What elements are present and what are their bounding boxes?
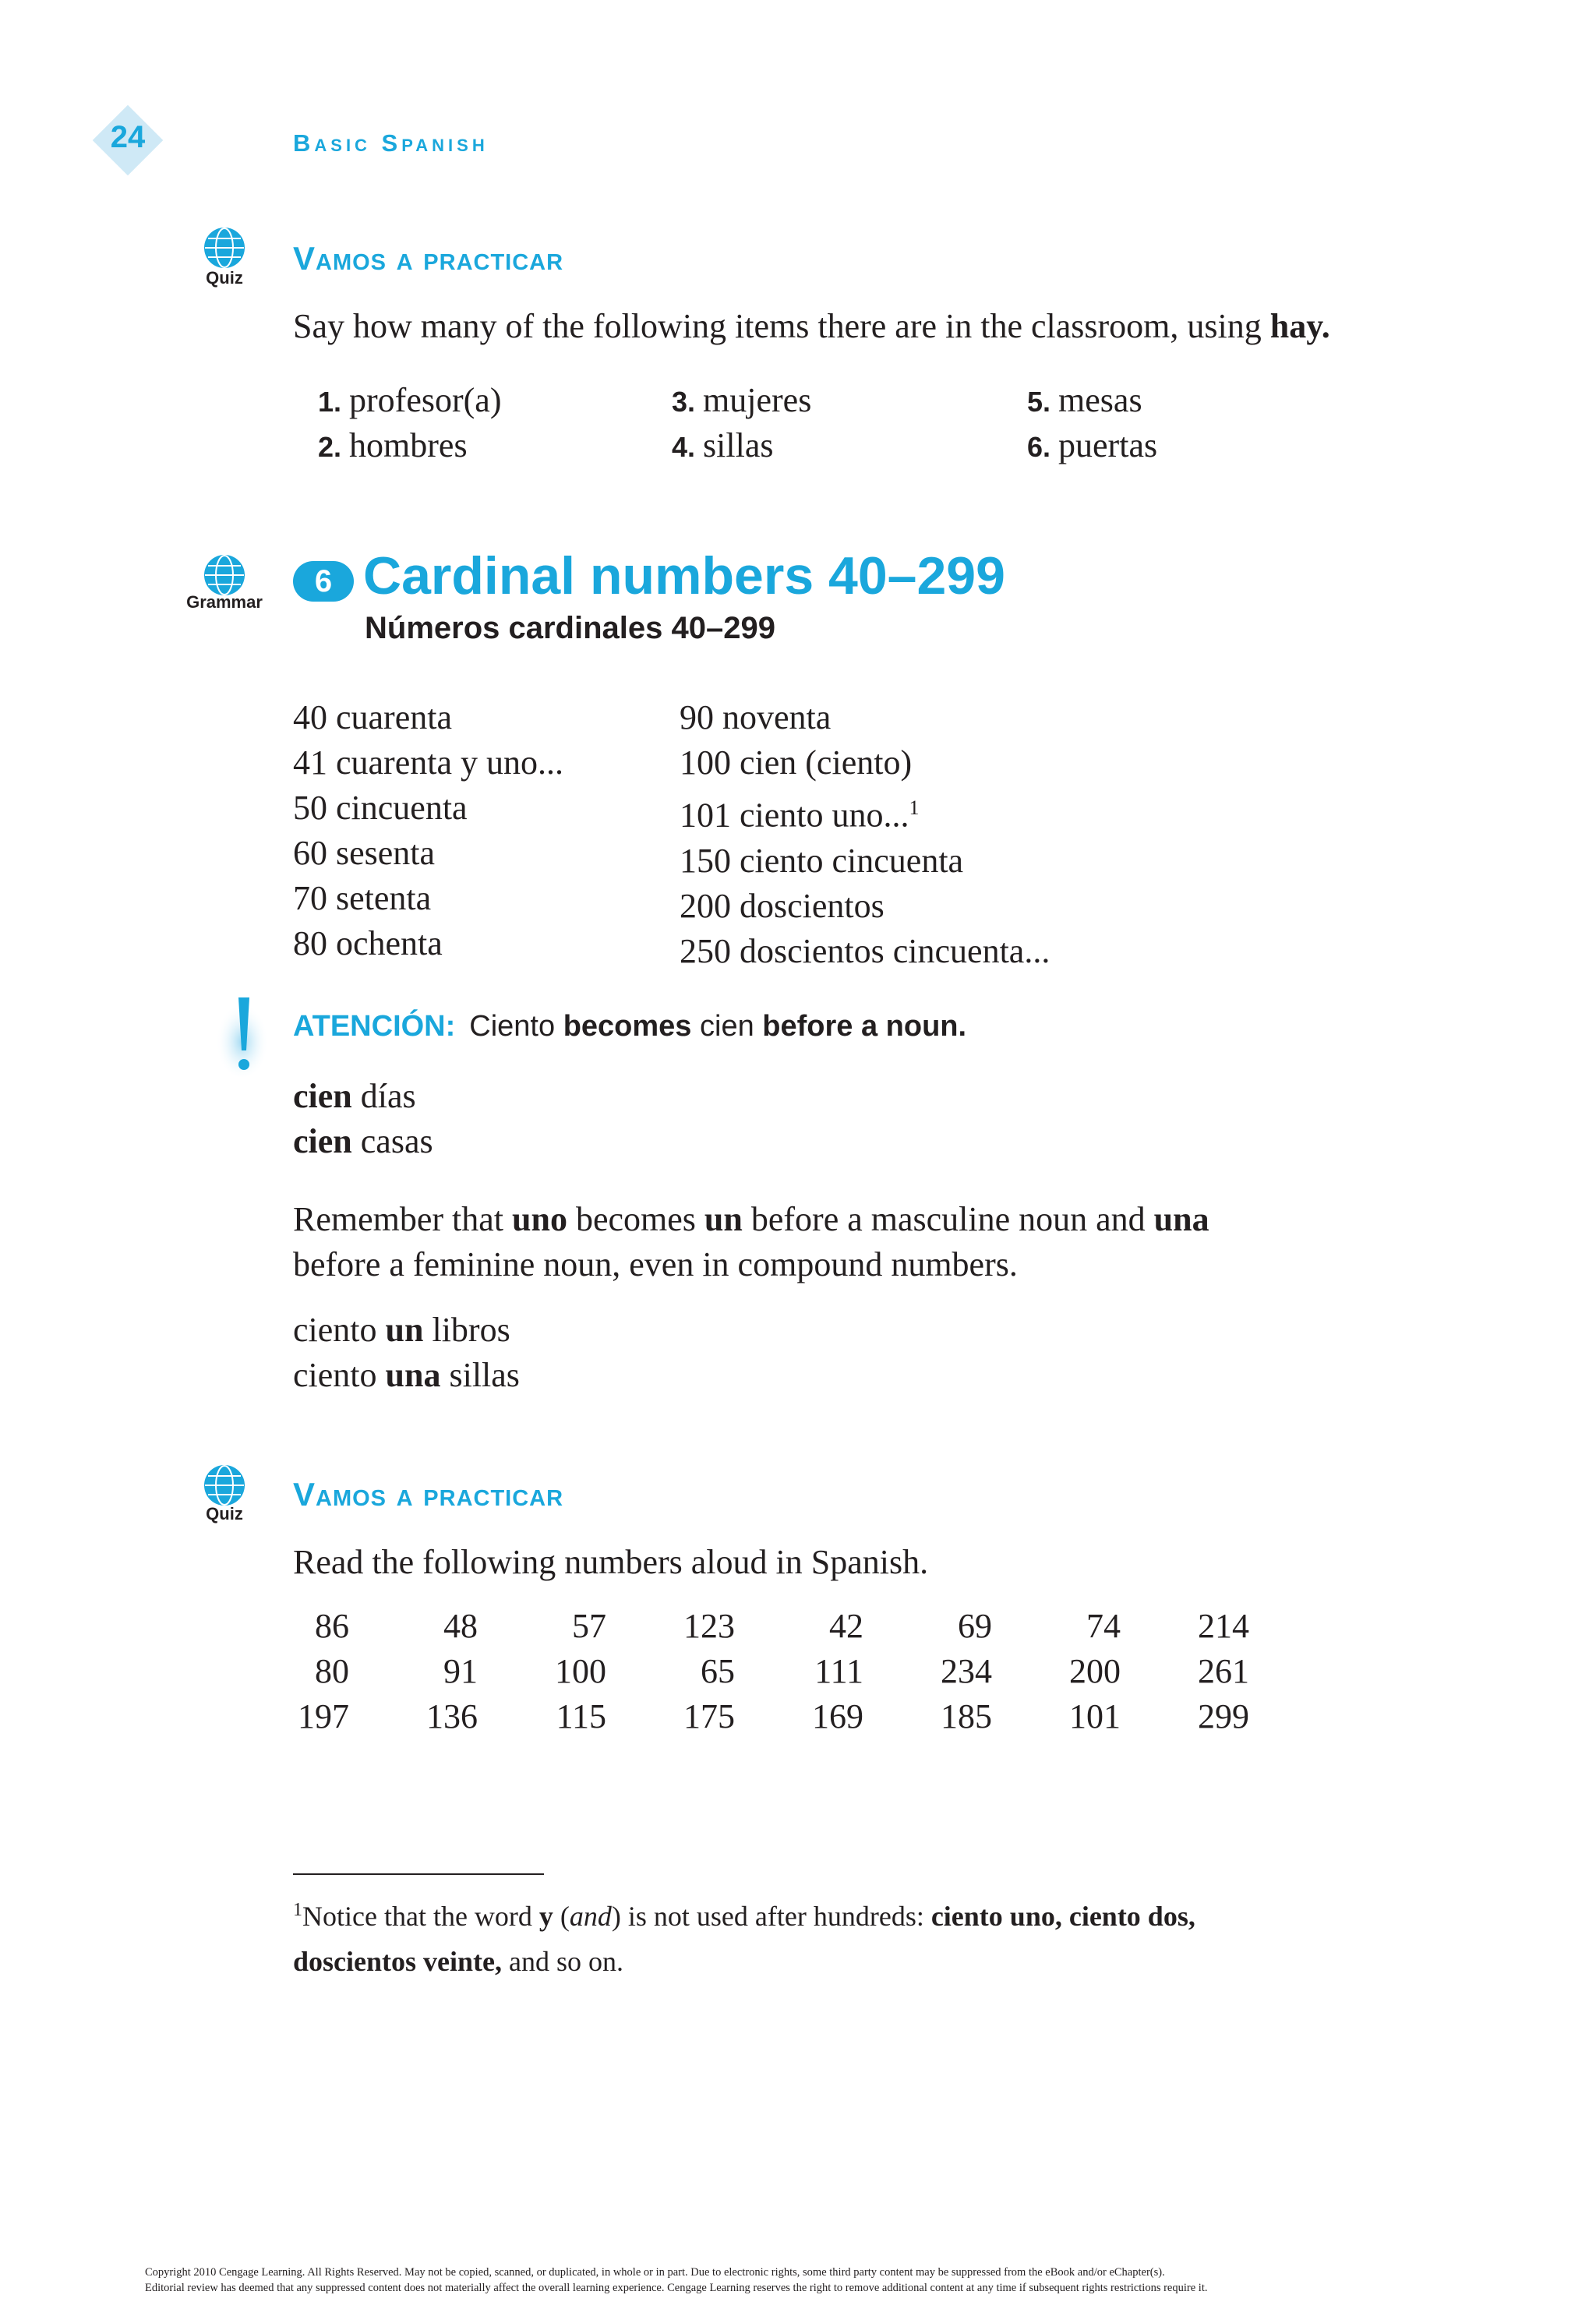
item-number: 2.: [318, 431, 342, 463]
section-heading-quiz-1: Vamos a practicar: [293, 240, 564, 277]
exclamation-icon: [215, 991, 270, 1079]
footnote-bold: doscientos veinte,: [293, 1946, 502, 1977]
grammar-icon-label: Grammar: [186, 592, 263, 612]
number-entry: 40 cuarenta: [293, 698, 452, 736]
example-line: [293, 1074, 433, 1119]
grammar-link[interactable]: [204, 555, 245, 595]
item-text: mesas: [1058, 381, 1142, 419]
example-line: [293, 1308, 520, 1353]
paragraph-line: [293, 1197, 1384, 1242]
numbers-right-column: [680, 695, 1050, 974]
example-bold: cien: [293, 1122, 352, 1160]
globe-icon: [204, 555, 245, 595]
item-number: 1.: [318, 386, 342, 418]
footnote-bold: ciento uno, ciento dos,: [930, 1901, 1195, 1932]
quiz-1-instruction: [293, 304, 1330, 349]
example-text: ciento: [293, 1311, 386, 1349]
example-bold: un: [385, 1311, 424, 1349]
number-entry: 200 doscientos: [680, 886, 885, 925]
grid-row: [293, 1649, 1322, 1694]
grid-cell: 65: [701, 1652, 735, 1690]
number-entry: 90 noventa: [680, 698, 832, 736]
grammar-title: Cardinal numbers 40–299: [363, 546, 1005, 605]
copyright-line: Copyright 2010 Cengage Learning. All Rights Reserved. May not be copied, scanned, or duplicated, in whole or in part. Due to electronic rights, some third party content may be suppressed from the eBook and/or eChapter(s).: [145, 2266, 1165, 2279]
globe-icon: [204, 228, 245, 268]
example-text: sillas: [440, 1356, 520, 1394]
example-text: días: [351, 1077, 416, 1115]
examples-ciento: [293, 1308, 520, 1398]
attention-label: ATENCIÓN:: [293, 1010, 456, 1043]
paragraph-text: before a masculine noun and: [742, 1200, 1154, 1238]
item-text: sillas: [703, 426, 774, 464]
page-number: 24: [110, 120, 146, 154]
copyright-line: Editorial review has deemed that any suppressed content does not materially affect the overall learning experience. Cengage Learning reserves the right to remove additional content at any time if subsequent rights restrictions require it.: [145, 2282, 1208, 2294]
running-head: [293, 129, 489, 157]
remember-paragraph: [293, 1197, 1384, 1287]
item-number: 3.: [672, 386, 696, 418]
grid-row: [293, 1604, 1322, 1649]
example-line: [293, 1119, 433, 1164]
item-text: mujeres: [703, 381, 812, 419]
quiz-item: [1027, 380, 1142, 420]
example-bold: cien: [293, 1077, 352, 1115]
quiz-item: [318, 425, 468, 465]
footnote-number: 1: [293, 1900, 302, 1920]
grid-cell: 100: [555, 1652, 606, 1690]
number-entry: 70 setenta: [293, 879, 432, 917]
example-text: ciento: [293, 1356, 386, 1394]
paragraph-bold: un: [704, 1200, 743, 1238]
number-entry: 100 cien (ciento): [680, 743, 913, 782]
paragraph-bold: uno: [512, 1200, 567, 1238]
paragraph-line: before a feminine noun, even in compound numbers.: [293, 1245, 1018, 1283]
item-number: 4.: [672, 431, 696, 463]
example-text: casas: [351, 1122, 433, 1160]
grid-cell: 111: [814, 1652, 863, 1690]
item-number: 5.: [1027, 386, 1051, 418]
attention-text: Ciento: [469, 1010, 556, 1043]
quiz-item: [672, 380, 811, 420]
instruction-bold: hay.: [1269, 307, 1330, 345]
examples-cien: [293, 1074, 433, 1164]
copyright-notice: [145, 2265, 1470, 2296]
grid-cell: 42: [829, 1607, 863, 1645]
footnote-marker[interactable]: 1: [909, 796, 920, 819]
number-entry: 80 ochenta: [293, 924, 443, 962]
item-text: puertas: [1058, 426, 1158, 464]
footnote-line: [293, 1887, 1384, 1939]
quiz-2-instruction: Read the following numbers aloud in Spanish.: [293, 1543, 929, 1581]
grid-cell: 101: [1069, 1697, 1121, 1735]
grid-cell: 185: [941, 1697, 992, 1735]
paragraph-text: becomes: [567, 1200, 704, 1238]
quiz-item: [672, 425, 773, 465]
section-number-badge: 6: [293, 561, 354, 602]
item-text: profesor(a): [349, 381, 502, 419]
grid-row: [293, 1694, 1322, 1739]
grid-cell: 234: [941, 1652, 992, 1690]
paragraph-bold: una: [1153, 1200, 1209, 1238]
example-text: libros: [423, 1311, 510, 1349]
globe-icon: [204, 1465, 245, 1506]
grid-cell: 214: [1198, 1607, 1249, 1645]
grid-cell: 123: [683, 1607, 735, 1645]
number-entry-with-footnote: [680, 786, 1050, 838]
grid-cell: 48: [443, 1607, 478, 1645]
footnote-divider: [293, 1873, 544, 1875]
attention-text: cien: [700, 1010, 754, 1043]
footnote-italic: and: [569, 1901, 612, 1932]
section-heading-quiz-2: Vamos a practicar: [293, 1476, 564, 1513]
item-text: hombres: [349, 426, 468, 464]
page-number-badge: [92, 104, 164, 176]
grid-cell: 57: [572, 1607, 606, 1645]
attention-note: [293, 1010, 966, 1043]
grid-cell: 136: [426, 1697, 478, 1735]
quiz-icon-label-1: Quiz: [206, 268, 243, 288]
grid-cell: 115: [556, 1697, 606, 1735]
number-entry: 60 sesenta: [293, 834, 436, 872]
grid-cell: 86: [315, 1607, 349, 1645]
grid-cell: 169: [812, 1697, 863, 1735]
quiz-link-2[interactable]: [204, 1465, 245, 1506]
grid-cell: 200: [1069, 1652, 1121, 1690]
quiz-link-1[interactable]: [204, 228, 245, 268]
running-head-text: Basic Spanish: [293, 129, 489, 157]
number-entry: 50 cincuenta: [293, 789, 468, 827]
grid-cell: 74: [1086, 1607, 1121, 1645]
footnote-text: (: [553, 1901, 570, 1932]
quiz-item: [1027, 425, 1157, 465]
footnote-text: ) is not used after hundreds:: [611, 1901, 931, 1932]
example-bold: una: [385, 1356, 441, 1394]
number-entry-text: 101 ciento uno...: [680, 796, 909, 835]
footnote-line: [293, 1939, 1384, 1984]
footnote-text: and so on.: [501, 1946, 623, 1977]
number-entry: 41 cuarenta y uno...: [293, 743, 563, 782]
numbers-left-column: [293, 695, 563, 966]
grammar-subtitle: Números cardinales 40–299: [365, 611, 775, 645]
number-entry: 150 ciento cincuenta: [680, 841, 964, 880]
quiz-icon-label-2: Quiz: [206, 1504, 243, 1523]
item-number: 6.: [1027, 431, 1051, 463]
grid-cell: 69: [958, 1607, 992, 1645]
footnote: [293, 1887, 1384, 1984]
attention-bold: becomes: [563, 1010, 692, 1043]
instruction-text: Say how many of the following items there are in the classroom, using: [293, 307, 1270, 345]
quiz-item: [318, 380, 501, 420]
attention-bold: before a noun.: [762, 1010, 967, 1043]
numbers-practice-grid: [293, 1604, 1322, 1739]
paragraph-text: Remember that: [293, 1200, 513, 1238]
footnote-bold: y: [538, 1901, 553, 1932]
grid-cell: 299: [1198, 1697, 1249, 1735]
number-entry: 250 doscientos cincuenta...: [680, 931, 1050, 970]
grid-cell: 91: [443, 1652, 478, 1690]
example-line: [293, 1353, 520, 1398]
grid-cell: 197: [298, 1697, 349, 1735]
grid-cell: 175: [683, 1697, 735, 1735]
grid-cell: 261: [1198, 1652, 1249, 1690]
footnote-text: Notice that the word: [302, 1901, 539, 1932]
grid-cell: 80: [315, 1652, 349, 1690]
